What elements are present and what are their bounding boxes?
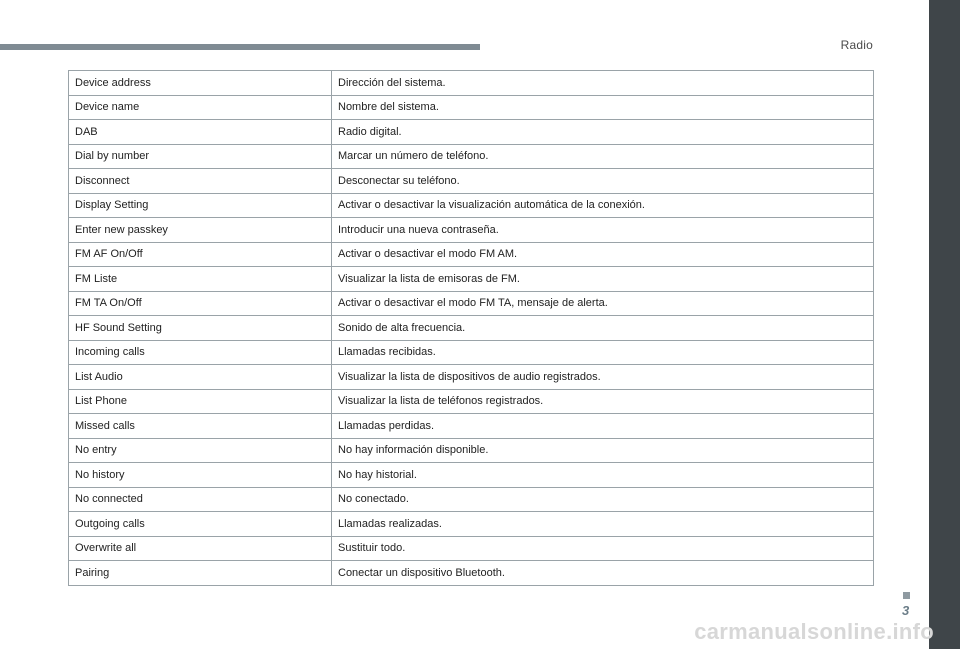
- term-cell: HF Sound Setting: [69, 316, 332, 341]
- term-cell: Pairing: [69, 561, 332, 586]
- watermark: carmanualsonline.info: [694, 619, 934, 644]
- table-row: [69, 291, 874, 316]
- header-rule: [0, 44, 480, 50]
- term-cell: No connected: [69, 487, 332, 512]
- table-row: [69, 71, 874, 96]
- translation-cell: Activar o desactivar el modo FM AM.: [332, 242, 874, 267]
- table-row: [69, 512, 874, 537]
- table-row: [69, 389, 874, 414]
- table-row: [69, 561, 874, 586]
- term-cell: No entry: [69, 438, 332, 463]
- translation-cell: Llamadas realizadas.: [332, 512, 874, 537]
- term-cell: Overwrite all: [69, 536, 332, 561]
- translation-cell: No conectado.: [332, 487, 874, 512]
- translation-cell: Marcar un número de teléfono.: [332, 144, 874, 169]
- term-cell: Disconnect: [69, 169, 332, 194]
- translation-cell: Activar o desactivar la visualización automática de la conexión.: [332, 193, 874, 218]
- table-row: [69, 218, 874, 243]
- translation-cell: Visualizar la lista de emisoras de FM.: [332, 267, 874, 292]
- term-cell: Dial by number: [69, 144, 332, 169]
- translation-cell: Visualizar la lista de teléfonos registrados.: [332, 389, 874, 414]
- translation-cell: Sonido de alta frecuencia.: [332, 316, 874, 341]
- translation-cell: No hay historial.: [332, 463, 874, 488]
- table-row: [69, 463, 874, 488]
- term-cell: List Phone: [69, 389, 332, 414]
- translation-cell: No hay información disponible.: [332, 438, 874, 463]
- translation-cell: Sustituir todo.: [332, 536, 874, 561]
- term-cell: Display Setting: [69, 193, 332, 218]
- term-cell: Enter new passkey: [69, 218, 332, 243]
- translation-cell: Llamadas perdidas.: [332, 414, 874, 439]
- table-row: [69, 365, 874, 390]
- translation-cell: Nombre del sistema.: [332, 95, 874, 120]
- table-row: [69, 95, 874, 120]
- glossary-table-body: [69, 71, 874, 586]
- table-row: [69, 438, 874, 463]
- table-row: [69, 120, 874, 145]
- term-cell: No history: [69, 463, 332, 488]
- table-row: [69, 193, 874, 218]
- table-row: [69, 316, 874, 341]
- term-cell: Device name: [69, 95, 332, 120]
- side-bar: [929, 0, 960, 649]
- translation-cell: Radio digital.: [332, 120, 874, 145]
- section-title: Radio: [840, 38, 873, 52]
- term-cell: FM TA On/Off: [69, 291, 332, 316]
- term-cell: Device address: [69, 71, 332, 96]
- translation-cell: Desconectar su teléfono.: [332, 169, 874, 194]
- translation-cell: Visualizar la lista de dispositivos de audio registrados.: [332, 365, 874, 390]
- term-cell: FM Liste: [69, 267, 332, 292]
- translation-cell: Dirección del sistema.: [332, 71, 874, 96]
- term-cell: FM AF On/Off: [69, 242, 332, 267]
- table-row: [69, 267, 874, 292]
- glossary-table: [68, 70, 874, 586]
- translation-cell: Conectar un dispositivo Bluetooth.: [332, 561, 874, 586]
- term-cell: Missed calls: [69, 414, 332, 439]
- table-row: [69, 242, 874, 267]
- translation-cell: Llamadas recibidas.: [332, 340, 874, 365]
- term-cell: DAB: [69, 120, 332, 145]
- translation-cell: Activar o desactivar el modo FM TA, mensaje de alerta.: [332, 291, 874, 316]
- table-row: [69, 340, 874, 365]
- table-row: [69, 414, 874, 439]
- side-marker: [903, 592, 910, 599]
- table-row: [69, 487, 874, 512]
- table-row: [69, 144, 874, 169]
- term-cell: Incoming calls: [69, 340, 332, 365]
- term-cell: Outgoing calls: [69, 512, 332, 537]
- term-cell: List Audio: [69, 365, 332, 390]
- table-row: [69, 169, 874, 194]
- page-number: 3: [902, 603, 910, 618]
- translation-cell: Introducir una nueva contraseña.: [332, 218, 874, 243]
- table-row: [69, 536, 874, 561]
